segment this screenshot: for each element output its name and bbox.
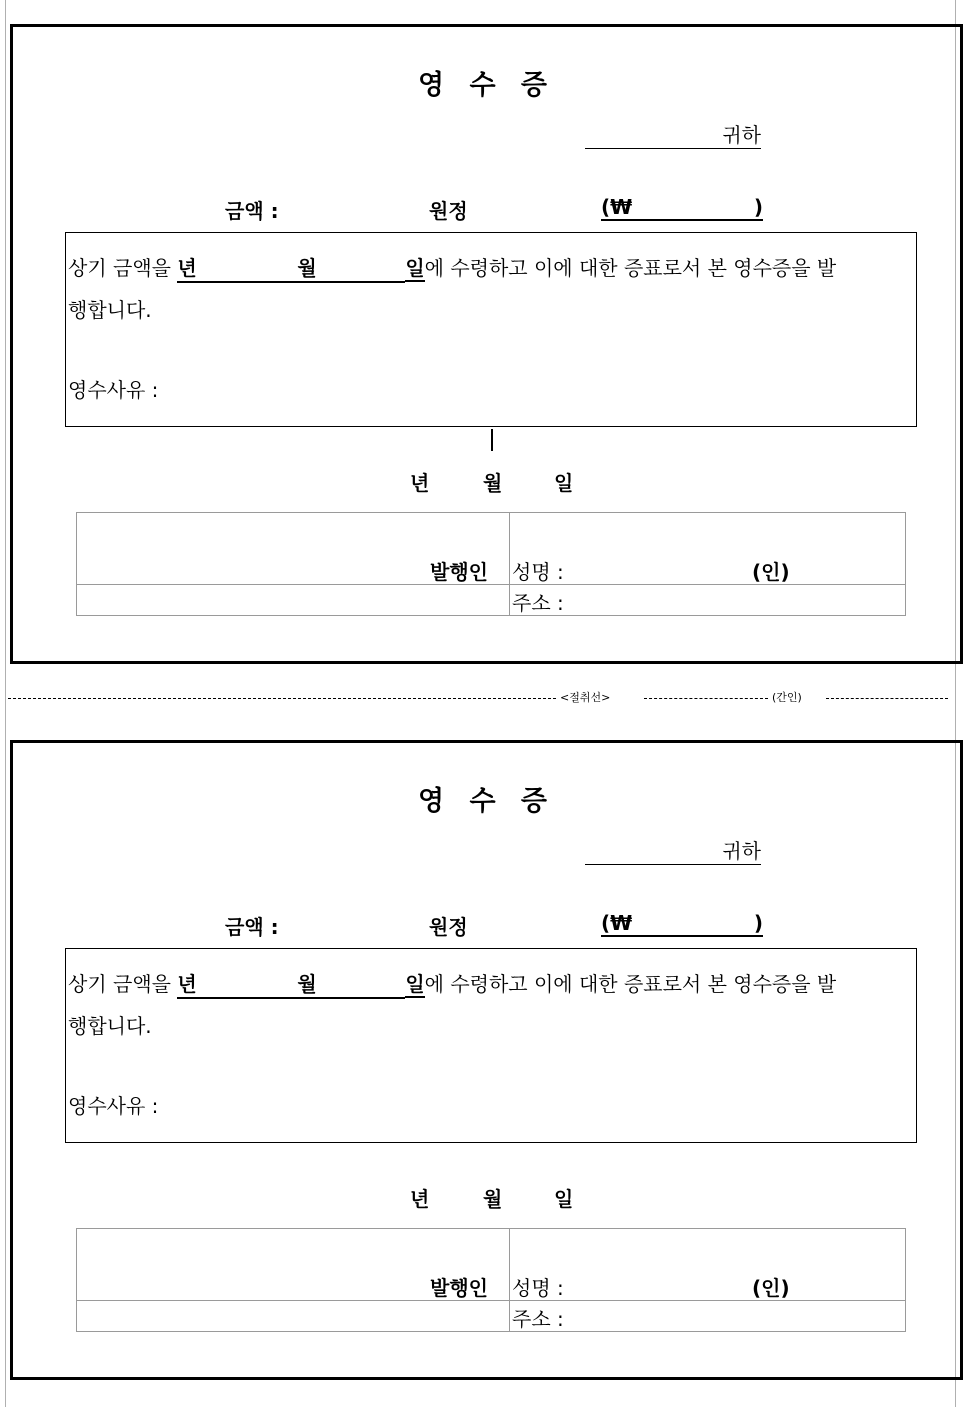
won-amount-field[interactable]: [601, 193, 763, 221]
year-mark: 년: [177, 972, 197, 996]
seal-label: (인): [752, 560, 790, 584]
receive-month-field[interactable]: [297, 971, 405, 999]
issuer-label: 발행인: [430, 1276, 488, 1300]
won-close: ): [753, 911, 763, 935]
recipient-field[interactable]: [585, 122, 761, 149]
receipt-title: 영 수 증: [417, 70, 556, 101]
issuer-address-label: 주소 :: [512, 1307, 564, 1331]
issue-day: 일: [554, 1187, 574, 1211]
won-close: ): [753, 195, 763, 219]
statement-prefix: 상기 금액을: [68, 972, 178, 996]
issuer-name-label: 성명 :: [512, 560, 564, 584]
issue-month: 월: [483, 471, 503, 495]
issuer-label: 발행인: [430, 560, 488, 584]
cut-line-seal-label: (간인): [772, 691, 802, 704]
seal-label: (인): [752, 1276, 790, 1300]
receipt-statement-line1: [68, 971, 836, 999]
month-mark: 월: [297, 256, 317, 280]
issuer-table: [76, 512, 906, 616]
statement-prefix: 상기 금액을: [68, 256, 178, 280]
receive-year-field[interactable]: [177, 971, 297, 999]
issue-month: 월: [483, 1187, 503, 1211]
receive-month-field[interactable]: [297, 255, 405, 283]
won-open: (₩: [601, 195, 633, 219]
amount-label: 금액 :: [225, 915, 279, 939]
receive-day-mark: 일: [405, 256, 425, 280]
won-amount-field[interactable]: [601, 909, 763, 937]
receipt-top: [10, 24, 963, 664]
receipt-statement-line2: 행합니다.: [68, 1014, 152, 1038]
receipt-bottom: [10, 740, 963, 1380]
statement-suffix: 에 수령하고 이에 대한 증표로서 본 영수증을 발: [424, 256, 837, 280]
receipt-statement-line1: [68, 255, 836, 283]
issue-year: 년: [410, 1187, 430, 1211]
won-label: 원정: [429, 199, 468, 223]
cut-line: [8, 688, 948, 708]
issuer-address-label: 주소 :: [512, 591, 564, 615]
year-mark: 년: [177, 256, 197, 280]
amount-label: 금액 :: [225, 199, 279, 223]
issue-year: 년: [410, 471, 430, 495]
text-cursor: [491, 429, 493, 451]
cut-line-label: <절취선>: [560, 691, 611, 704]
receipt-reason-label: 영수사유 :: [68, 1094, 159, 1118]
receipt-statement-line2: 행합니다.: [68, 298, 152, 322]
statement-suffix: 에 수령하고 이에 대한 증표로서 본 영수증을 발: [424, 972, 837, 996]
recipient-suffix: 귀하: [722, 839, 761, 863]
issuer-table: [76, 1228, 906, 1332]
won-open: (₩: [601, 911, 633, 935]
month-mark: 월: [297, 972, 317, 996]
issuer-name-label: 성명 :: [512, 1276, 564, 1300]
receipt-body-box: [65, 232, 917, 427]
won-label: 원정: [429, 915, 468, 939]
issue-day: 일: [554, 471, 574, 495]
receipt-body-box: [65, 948, 917, 1143]
recipient-field[interactable]: [585, 838, 761, 865]
receive-day-mark: 일: [405, 972, 425, 996]
recipient-suffix: 귀하: [722, 123, 761, 147]
receipt-reason-label: 영수사유 :: [68, 378, 159, 402]
page-edge-left: [5, 0, 6, 1407]
receive-year-field[interactable]: [177, 255, 297, 283]
receipt-title: 영 수 증: [417, 786, 556, 817]
